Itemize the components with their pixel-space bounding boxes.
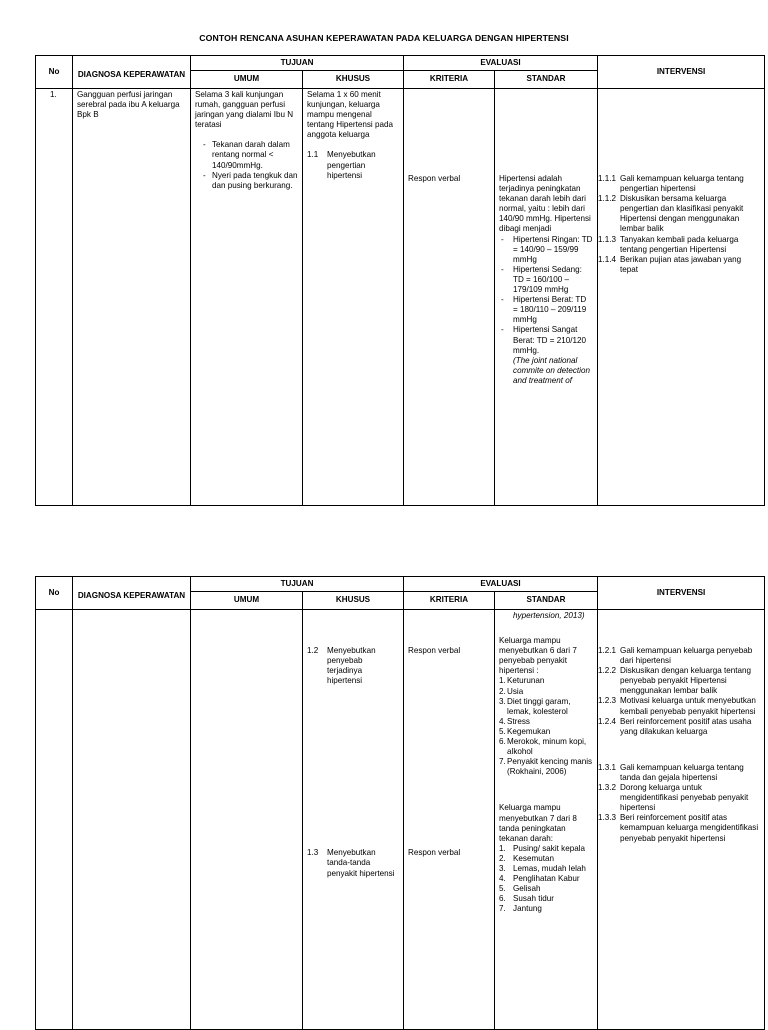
cell-umum — [191, 610, 303, 1030]
care-plan-table-page1 — [35, 55, 765, 506]
header-evaluasi: EVALUASI — [404, 577, 598, 592]
list-item: - Hipertensi Sedang: TD = 160/100 – 179/109 mmHg — [499, 265, 593, 295]
intervensi-list — [598, 174, 760, 275]
cell-no: 1. — [36, 89, 73, 506]
cell-kriteria — [404, 610, 495, 1030]
header-kriteria: KRITERIA — [404, 592, 495, 610]
page-title: CONTOH RENCANA ASUHAN KEPERAWATAN PADA KELUARGA DENGAN HIPERTENSI — [199, 33, 569, 43]
header-standar: STANDAR — [495, 71, 598, 89]
cell-no — [36, 610, 73, 1030]
care-plan-table-page2 — [35, 576, 765, 1030]
khusus-item: 1.1 Menyebutkan pengertian hipertensi — [307, 150, 376, 180]
list-item: 2. Kesemutan — [499, 853, 554, 863]
header-umum: UMUM — [191, 71, 303, 89]
list-item: 1.3.2 Dorong keluarga untuk mengidentifikasi penyebab penyakit hipertensi — [598, 783, 749, 813]
header-standar: STANDAR — [495, 592, 598, 610]
list-item: - Nyeri pada tengkuk dan dan pusing berkurang. — [203, 171, 298, 191]
list-item: 7. Penyakit kencing manis — [499, 757, 593, 767]
standar-1-3-intro: Keluarga mampu menyebutkan 7 dari 8 tanda peningkatan tekanan darah: — [499, 803, 577, 843]
cell-standar — [495, 89, 598, 506]
standar-1-2-list — [499, 676, 593, 767]
cell-intervensi — [598, 89, 765, 506]
list-item: 1. Pusing/ sakit kepala — [499, 843, 586, 853]
standar-source-cont: hypertension, 2013) — [513, 611, 585, 620]
header-tujuan: TUJUAN — [191, 56, 404, 71]
header-tujuan: TUJUAN — [191, 577, 404, 592]
list-item: 1. Keturunan — [499, 676, 545, 686]
header-intervensi: INTERVENSI — [598, 577, 765, 610]
list-item: - Tekanan darah dalam rentang normal < 140/90mmHg. — [203, 140, 298, 170]
khusus-intro: Selama 1 x 60 menit kunjungan, keluarga mampu mengenal tentang Hipertensi pada anggota keluarga — [307, 90, 393, 140]
list-item: - Hipertensi Sangat Berat: TD = 210/120 mmHg. — [499, 325, 593, 355]
khusus-item-1-2: 1.2 Menyebutkan penyebab terjadinya hipertensi — [307, 646, 376, 686]
list-item: 5. Kegemukan — [499, 726, 551, 736]
intervensi-1-2-list — [598, 646, 760, 737]
header-umum: UMUM — [191, 592, 303, 610]
standar-source: (The joint national commite on detection and treatment of — [513, 355, 590, 385]
list-item: 1.1.3 Tanyakan kembali pada keluarga tentang pengertian Hipertensi — [598, 234, 739, 254]
header-kriteria: KRITERIA — [404, 71, 495, 89]
list-item: - Hipertensi Berat: TD = 180/110 – 209/119 mmHg — [499, 295, 593, 325]
list-item: 6. Merokok, minum kopi, alkohol — [499, 737, 587, 757]
list-item: 1.2.2 Diskusikan dengan keluarga tentang penyebab penyakit Hipertensi menggunakan lembar balik — [598, 666, 751, 696]
list-item: 4. Penglihatan Kabur — [499, 874, 580, 884]
header-khusus: KHUSUS — [303, 71, 404, 89]
list-item: 1.1.1 Gali kemampuan keluarga tentang pengertian hipertensi — [598, 174, 744, 194]
intervensi-1-3-list — [598, 763, 760, 844]
kriteria-1-2: Respon verbal — [408, 646, 461, 655]
cell-khusus — [303, 610, 404, 1030]
cell-intervensi — [598, 610, 765, 1030]
cell-diagnosa — [73, 610, 191, 1030]
khusus-item-1-3: 1.3 Menyebutkan tanda-tanda penyakit hipertensi — [307, 848, 395, 878]
standar-intro: Hipertensi adalah terjadinya peningkatan tekanan darah lebih dari normal, yaitu : lebih dari 140/90 mmHg. Hipertensi dibagi menjadi — [499, 174, 591, 234]
list-item: 1.1.2 Diskusikan bersama keluarga pengertian dan klasifikasi penyakit Hipertensi dengan menggunakan lembar balik — [598, 194, 744, 234]
header-diagnosa: DIAGNOSA KEPERAWATAN — [73, 56, 191, 89]
list-item: 7. Jantung — [499, 904, 542, 914]
list-item: 1.3.1 Gali kemampuan keluarga tentang tanda dan gejala hipertensi — [598, 762, 744, 782]
header-khusus: KHUSUS — [303, 592, 404, 610]
header-diagnosa: DIAGNOSA KEPERAWATAN — [73, 577, 191, 610]
list-item: 1.2.3 Motivasi keluarga untuk menyebutkan kembali penyebab penyakit hipertensi — [598, 696, 756, 716]
header-intervensi: INTERVENSI — [598, 56, 765, 89]
list-item: 3. Lemas, mudah lelah — [499, 863, 586, 873]
list-item: 1.1.4 Berikan pujian atas jawaban yang tepat — [598, 254, 742, 274]
header-no: No — [36, 56, 73, 89]
cell-standar — [495, 610, 598, 1030]
standar-1-2-source: (Rokhaini, 2006) — [507, 767, 567, 777]
cell-diagnosa: Gangguan perfusi jaringan serebral pada ibu A keluarga Bpk B — [73, 89, 191, 506]
cell-kriteria: Respon verbal — [404, 89, 495, 506]
list-item: 2. Usia — [499, 686, 524, 696]
standar-1-2-intro: Keluarga mampu menyebutkan 6 dari 7 penyebab penyakit hipertensi : — [499, 636, 577, 676]
cell-khusus — [303, 89, 404, 506]
standar-1-3-list — [499, 844, 593, 915]
header-no: No — [36, 577, 73, 610]
list-item: - Hipertensi Ringan: TD = 140/90 – 159/99 mmHg — [499, 235, 593, 265]
list-item: 6. Susah tidur — [499, 894, 554, 904]
list-item: 1.3.3 Beri reinforcement positif atas kemampuan keluarga mengidentifikasi penyebab penyakit hipertensi — [598, 813, 759, 843]
kriteria-1-3: Respon verbal — [408, 848, 461, 858]
list-item: 1.2.4 Beri reinforcement positif atas usaha yang dilakukan keluarga — [598, 716, 752, 736]
list-item: 3. Diet tinggi garam, lemak, kolesterol — [499, 696, 571, 716]
list-item: 1.2.1 Gali kemampuan keluarga penyebab dari hipertensi — [598, 646, 753, 666]
umum-intro: Selama 3 kali kunjungan rumah, gangguan perfusi jaringan yang dialami Ibu N teratasi — [195, 90, 294, 130]
umum-list — [195, 140, 298, 190]
list-item: 4. Stress — [499, 716, 530, 726]
list-item: 5. Gelisah — [499, 884, 541, 894]
header-evaluasi: EVALUASI — [404, 56, 598, 71]
cell-umum — [191, 89, 303, 506]
standar-list — [499, 235, 593, 356]
